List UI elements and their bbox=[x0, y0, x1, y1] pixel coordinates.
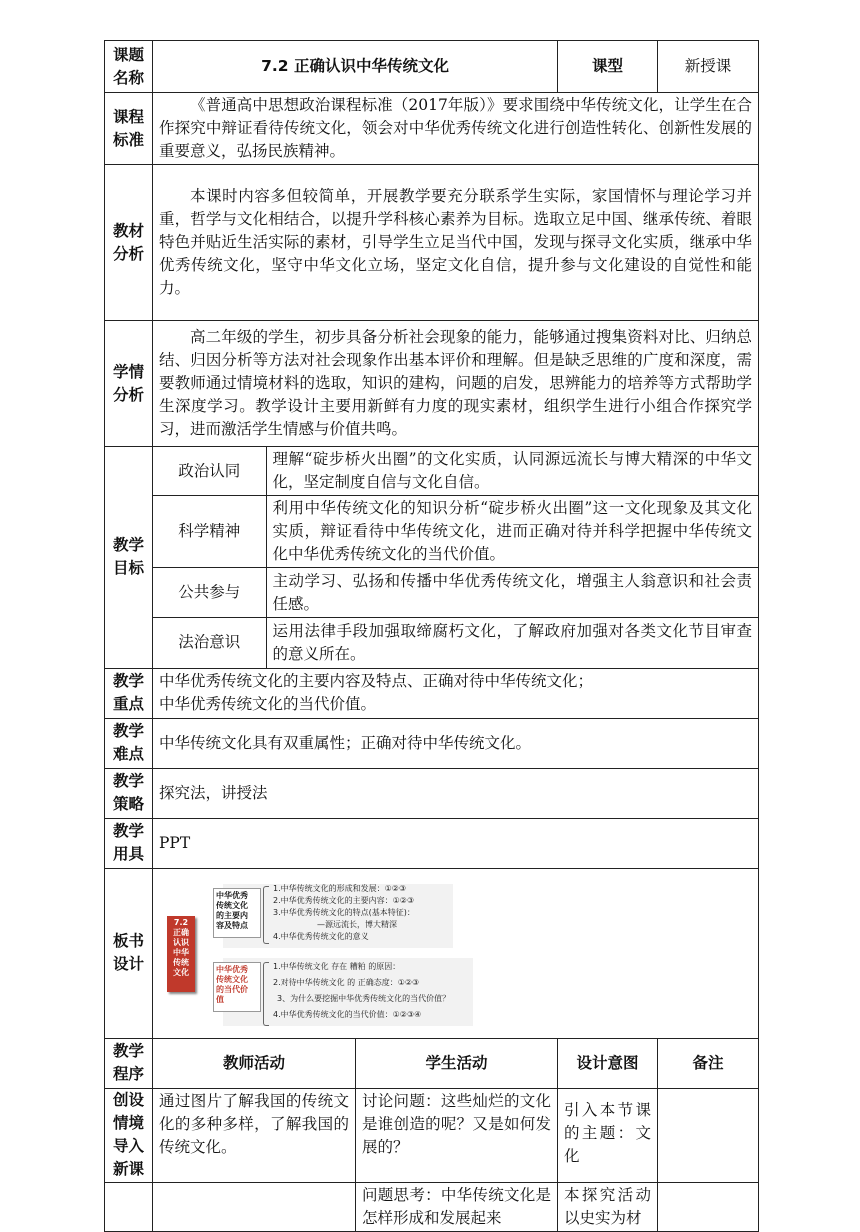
board-line: 3、为什么要挖掘中华优秀传统文化的当代价值？ bbox=[277, 994, 451, 1003]
col-note: 备注 bbox=[658, 1038, 759, 1088]
board-box-value: 中华优秀 传统文化 的当代价 值 bbox=[213, 962, 261, 1012]
goals-label: 教学 目标 bbox=[105, 447, 153, 669]
goal-text: 运用法律手段加强取缔腐朽文化，了解政府加强对各类文化节目审查的意义所在。 bbox=[272, 621, 753, 663]
col-teacher: 教师活动 bbox=[153, 1038, 356, 1088]
design-intent: 本探究活动以史实为材 bbox=[558, 1182, 658, 1231]
type-label: 课型 bbox=[558, 41, 658, 93]
difficulties-label: 教学 难点 bbox=[105, 718, 153, 768]
col-student: 学生活动 bbox=[356, 1038, 558, 1088]
students-text: 高二年级的学生，初步具备分析社会现象的能力，能够通过搜集资料对比、归纳总结、归因分析等方法对社会现象作出基本评价和理解。但是缺乏思维的广度和深度，需要教师通过情境材料的选取，知识的建构，问题的启发，思辨能力的培养等方式帮助学生深度学习。教学设计主要用新鲜有力度的现实素材，组织学生进行小组合作探究学习，进而激活学生情感与价值共鸣。 bbox=[153, 321, 759, 447]
goals-table bbox=[153, 447, 758, 668]
goal-text: 利用中华传统文化的知识分析“碇步桥火出圈”这一文化现象及其文化实质，辩证看待中华传统文化，进而正确对待并科学把握中华传统文化中华优秀传统文化的当代价值。 bbox=[266, 496, 758, 568]
tools-label: 教学 用具 bbox=[105, 818, 153, 868]
stage-label: 创设 情境 导入 新课 bbox=[105, 1088, 153, 1182]
board-cell bbox=[153, 868, 759, 1038]
design-intent: 引入本节课的主题：文化 bbox=[558, 1088, 658, 1182]
material-label: 教材 分析 bbox=[105, 165, 153, 321]
goal-name: 公共参与 bbox=[153, 568, 266, 618]
standard-label: 课程 标准 bbox=[105, 93, 153, 165]
board-label: 板书 设计 bbox=[105, 868, 153, 1038]
teacher-activity: 通过图片了解我国的传统文化的多种多样，了解我国的传统文化。 bbox=[153, 1088, 356, 1182]
stage-label bbox=[105, 1182, 153, 1231]
teacher-activity bbox=[153, 1182, 356, 1231]
topic-title: 7.2 正确认识中华传统文化 bbox=[153, 41, 558, 93]
board-line: 2.中华优秀传统文化的主要内容：①②③ bbox=[273, 896, 415, 905]
goal-name: 法治意识 bbox=[153, 618, 266, 668]
board-line: 4.中华优秀传统文化的当代价值：①②③④ bbox=[273, 1010, 422, 1019]
goal-name: 科学精神 bbox=[153, 496, 266, 568]
procedure-label: 教学 程序 bbox=[105, 1038, 153, 1088]
board-line: 4.中华优秀传统文化的意义 bbox=[273, 932, 369, 941]
topic-label: 课题 名称 bbox=[105, 41, 153, 93]
students-label: 学情 分析 bbox=[105, 321, 153, 447]
standard-text: 《普通高中思想政治课程标准（2017年版）》要求围绕中华传统文化，让学生在合作探究中辩证看待传统文化，领会对中华优秀传统文化进行创造性转化、创新性发展的重要意义，弘扬民族精神。 bbox=[153, 93, 759, 165]
lesson-plan-table bbox=[104, 40, 759, 1232]
board-line: 1.中华传统文化 存在 糟粕 的原因： bbox=[273, 962, 401, 971]
strategy-text: 探究法，讲授法 bbox=[153, 768, 759, 818]
brace-icon bbox=[263, 962, 269, 1026]
board-title: 7.2 正确 认识 中华 传统 文化 bbox=[167, 916, 195, 992]
key-point-line: 中华优秀传统文化的主要内容及特点、正确对待中华传统文化； bbox=[159, 672, 594, 690]
goal-text: 主动学习、弘扬和传播中华优秀传统文化，增强主人翁意识和社会责任感。 bbox=[266, 568, 758, 618]
key-points-text bbox=[153, 668, 759, 718]
key-points-label: 教学 重点 bbox=[105, 668, 153, 718]
board-line: —源远流长，博大精深 bbox=[317, 920, 397, 929]
student-activity: 讨论问题：这些灿烂的文化是谁创造的呢？又是如何发展的？ bbox=[356, 1088, 558, 1182]
board-line: 3.中华优秀传统文化的特点(基本特征)： bbox=[273, 908, 415, 917]
brace-icon bbox=[263, 886, 269, 944]
student-activity: 问题思考：中华传统文化是怎样形成和发展起来 bbox=[356, 1182, 558, 1231]
board-line: 2.对待中华传统文化 的 正确态度：①②③ bbox=[273, 978, 420, 987]
difficulties-text: 中华传统文化具有双重属性；正确对待中华传统文化。 bbox=[153, 718, 759, 768]
note bbox=[658, 1182, 759, 1231]
material-text: 本课时内容多但较简单，开展教学要充分联系学生实际，家国情怀与理论学习并重，哲学与文化相结合，以提升学科核心素养为目标。选取立足中国、继承传统、着眼特色并贴近生活实际的素材，引导学生立足当代中国，发现与探寻文化实质，继承中华优秀传统文化，坚守中华文化立场，坚定文化自信，提升参与文化建设的自觉性和能力。 bbox=[153, 165, 759, 321]
goal-text: 理解“碇步桥火出圈”的文化实质，认同源远流长与博大精深的中华文化，坚定制度自信与文化自信。 bbox=[266, 447, 758, 496]
key-point-line: 中华优秀传统文化的当代价值。 bbox=[159, 695, 377, 713]
goals-cell bbox=[153, 447, 759, 669]
strategy-label: 教学 策略 bbox=[105, 768, 153, 818]
note bbox=[658, 1088, 759, 1182]
col-intent: 设计意图 bbox=[558, 1038, 658, 1088]
tools-text: PPT bbox=[153, 818, 759, 868]
type-value: 新授课 bbox=[658, 41, 759, 93]
board-diagram bbox=[167, 878, 507, 1028]
goal-name: 政治认同 bbox=[153, 447, 266, 496]
board-line: 1.中华传统文化的形成和发展：①②③ bbox=[273, 884, 407, 893]
board-box-content: 中华优秀 传统文化 的主要内 容及特点 bbox=[213, 888, 261, 938]
